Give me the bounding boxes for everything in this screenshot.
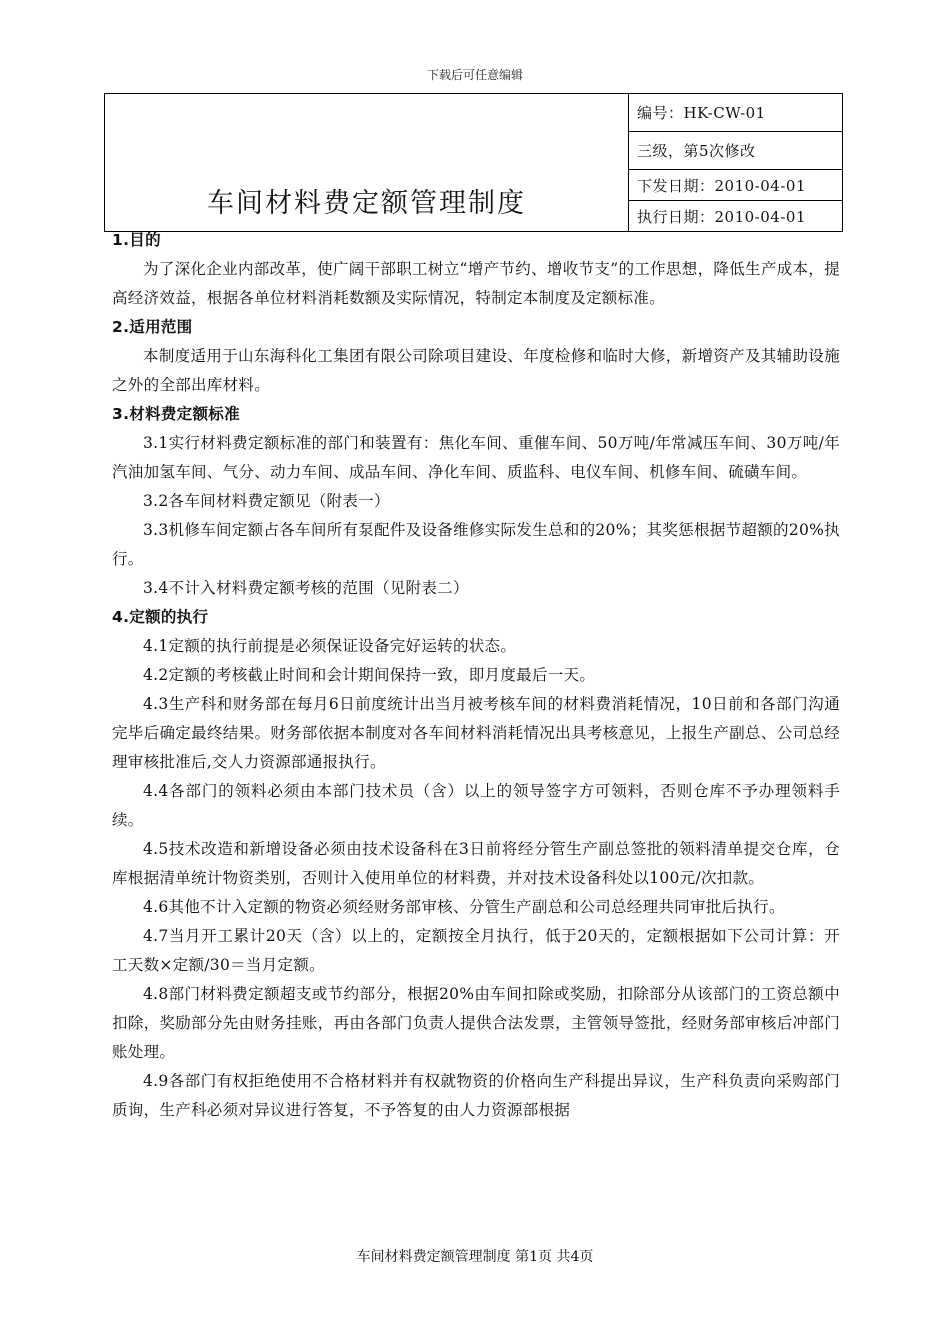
- section-heading: 3.材料费定额标准: [112, 405, 240, 423]
- paragraph: 4.8部门材料费定额超支或节约部分，根据20%由车间扣除或奖励，扣除部分从该部门的工资总额中扣除，奖励部分先由财务挂账，再由各部门负责人提供合法发票，主管领导签批，经财务部审核后冲部门账处理。: [112, 985, 840, 1061]
- section-heading: 2.适用范围: [112, 318, 193, 336]
- revision-level: 三级，第5次修改: [629, 132, 843, 170]
- document-title: 车间材料费定额管理制度: [105, 170, 629, 232]
- page-footer: 车间材料费定额管理制度 第1页 共4页: [356, 1249, 594, 1265]
- document-header-table: [104, 93, 843, 232]
- paragraph: 3.1实行材料费定额标准的部门和装置有：焦化车间、重催车间、50万吨/年常减压车间、30万吨/年汽油加氢车间、气分、动力车间、成品车间、净化车间、质监科、电仪车间、机修车间、硫磺车间。: [112, 434, 840, 481]
- paragraph: 4.1定额的执行前提是必须保证设备完好运转的状态。: [143, 637, 517, 655]
- paragraph: 3.2各车间材料费定额见（附表一）: [143, 492, 390, 510]
- paragraph: 本制度适用于山东海科化工集团有限公司除项目建设、年度检修和临时大修，新增资产及其辅助设施之外的全部出库材料。: [112, 347, 840, 394]
- paragraph: 4.9各部门有权拒绝使用不合格材料并有权就物资的价格向生产科提出异议，生产科负责向采购部门质询，生产科必须对异议进行答复，不予答复的由人力资源部根据: [112, 1072, 840, 1119]
- issue-date: 下发日期：2010-04-01: [629, 170, 843, 201]
- paragraph: 4.6其他不计入定额的物资必须经财务部审核、分管生产副总和公司总经理共同审批后执行。: [143, 898, 785, 916]
- doc-number: 编号：HK-CW-01: [629, 94, 843, 132]
- paragraph: 4.4各部门的领料必须由本部门技术员（含）以上的领导签字方可领料，否则仓库不予办理领料手续。: [112, 782, 840, 829]
- top-note: 下载后可任意编辑: [426, 68, 523, 82]
- paragraph: 4.5技术改造和新增设备必须由技术设备科在3日前将经分管生产副总签批的领料清单提交仓库，仓库根据清单统计物资类别，否则计入使用单位的材料费，并对技术设备科处以100元/次扣款。: [112, 840, 840, 887]
- execution-date: 执行日期：2010-04-01: [629, 201, 843, 232]
- document-body: [112, 226, 840, 1125]
- paragraph: 3.3机修车间定额占各车间所有泵配件及设备维修实际发生总和的20%；其奖惩根据节超额的20%执行。: [112, 521, 840, 568]
- paragraph: 4.3生产科和财务部在每月6日前度统计出当月被考核车间的材料费消耗情况，10日前和各部门沟通完毕后确定最终结果。财务部依据本制度对各车间材料消耗情况出具考核意见，上报生产副总、公司总经理审核批准后,交人力资源部通报执行。: [112, 695, 840, 771]
- paragraph: 4.7当月开工累计20天（含）以上的，定额按全月执行，低于20天的，定额根据如下公司计算：开工天数×定额/30＝当月定额。: [112, 927, 840, 974]
- header-blank-cell: [105, 94, 629, 132]
- paragraph: 3.4不计入材料费定额考核的范围（见附表二）: [143, 579, 469, 597]
- section-heading: 4.定额的执行: [112, 608, 209, 626]
- section-heading: 1.目的: [112, 231, 161, 249]
- paragraph: 4.2定额的考核截止时间和会计期间保持一致，即月度最后一天。: [143, 666, 596, 684]
- header-blank-cell: [105, 132, 629, 170]
- paragraph: 为了深化企业内部改革，使广阔干部职工树立“增产节约、增收节支”的工作思想，降低生产成本，提高经济效益，根据各单位材料消耗数额及实际情况，特制定本制度及定额标准。: [112, 260, 840, 307]
